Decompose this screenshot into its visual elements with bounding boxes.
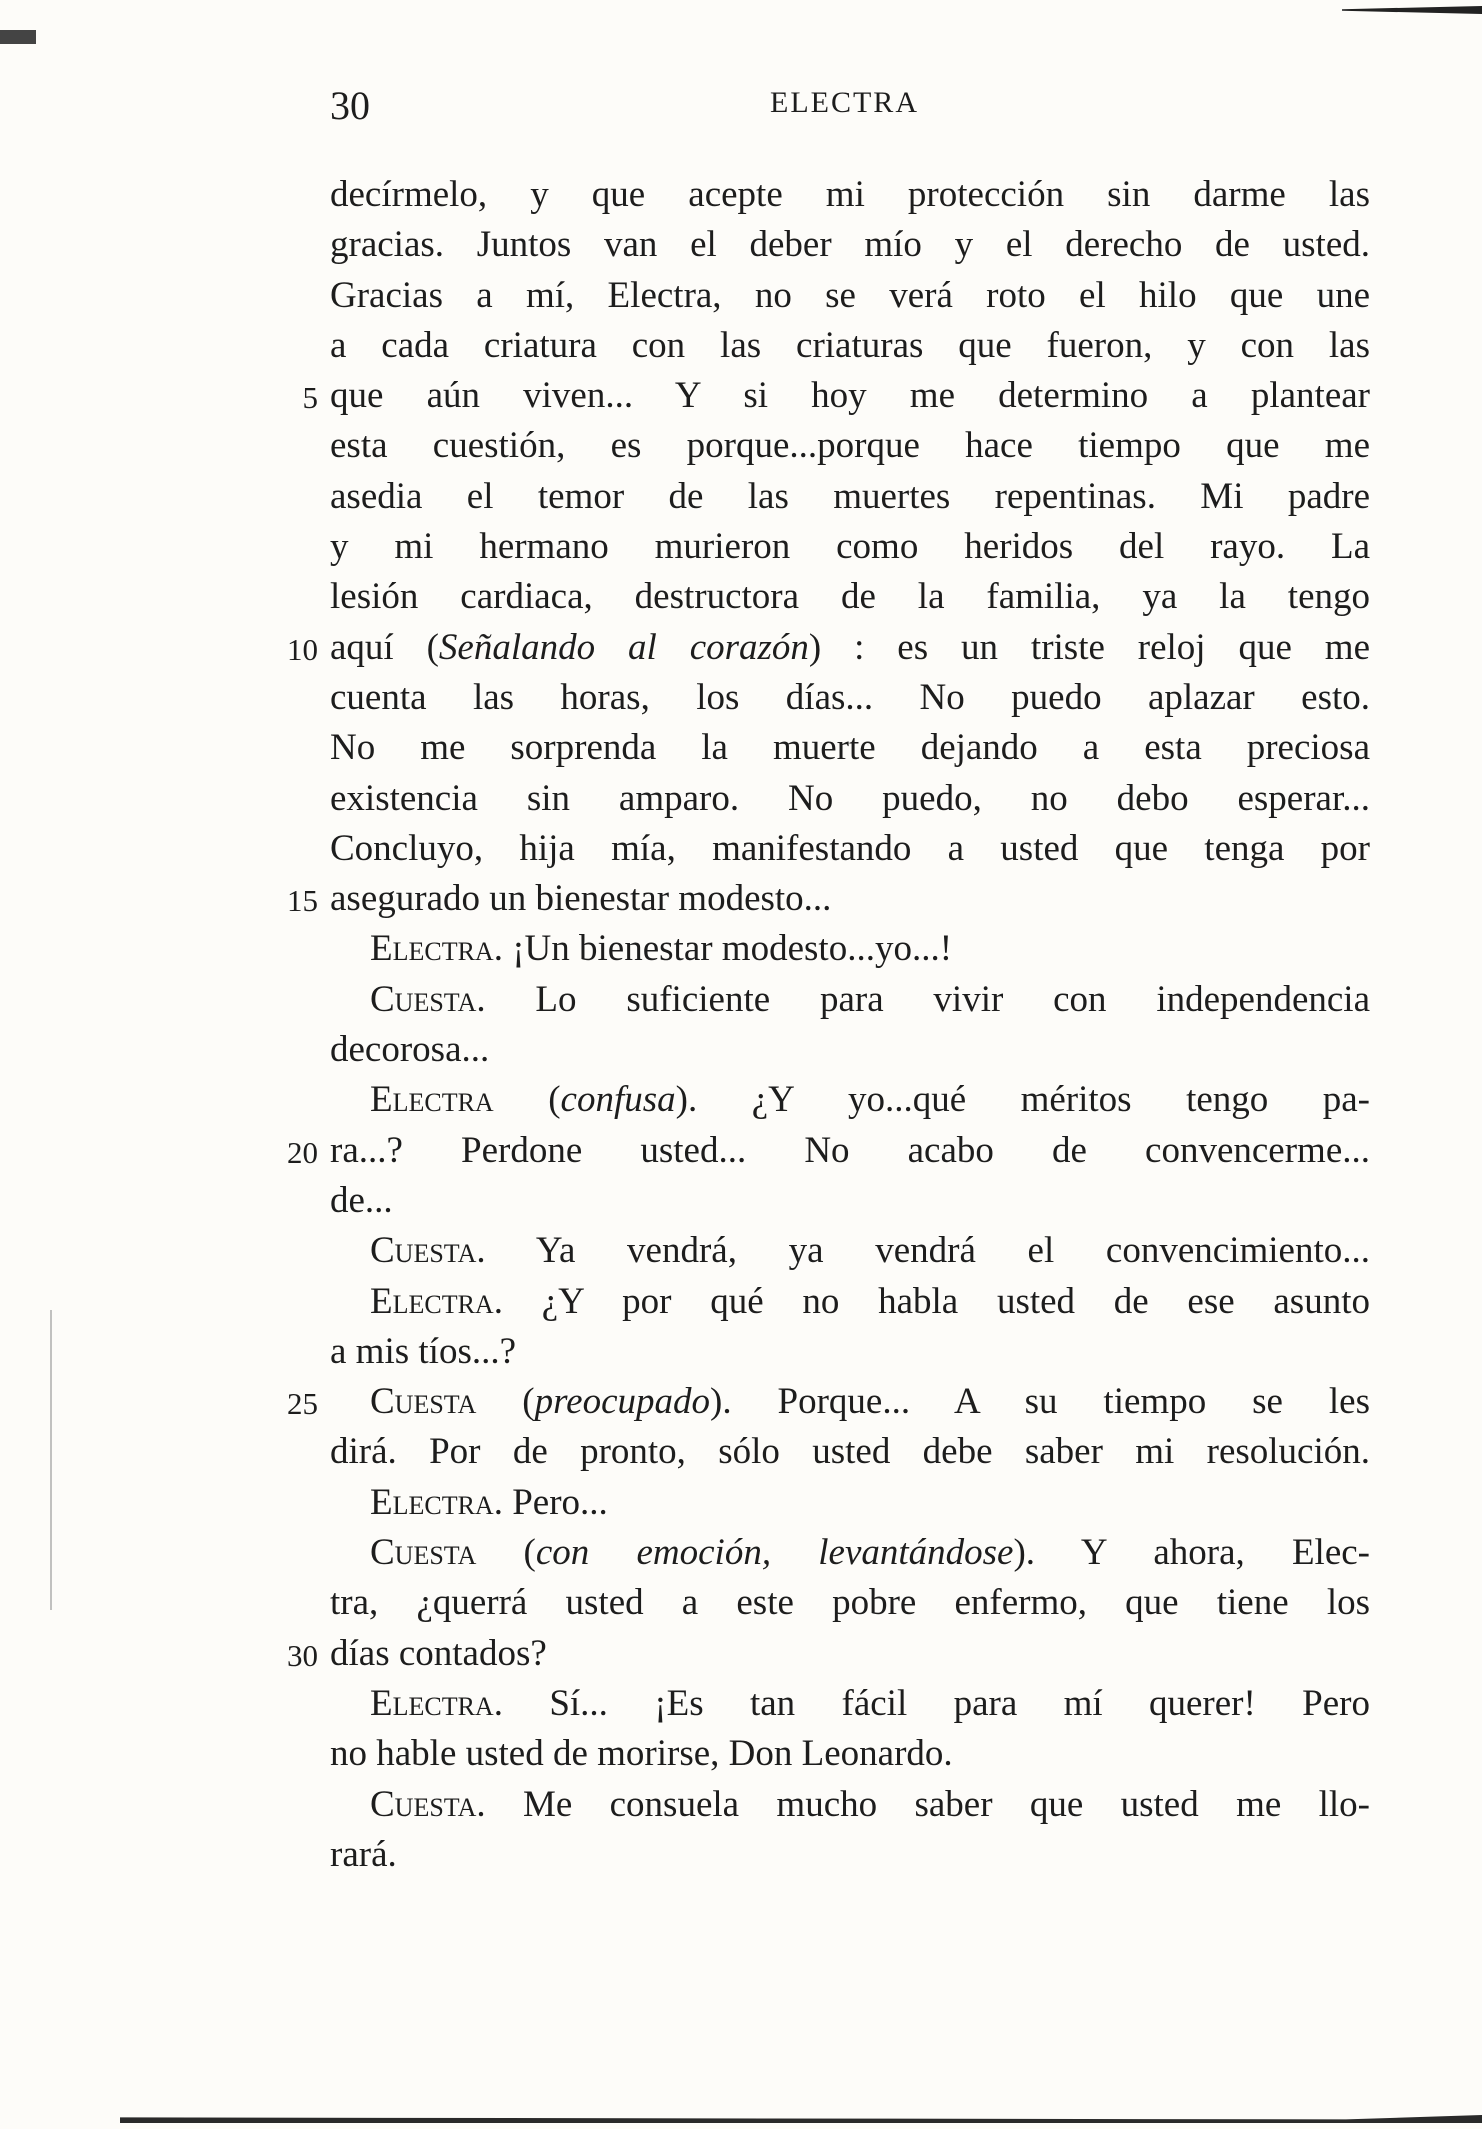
scan-artifact	[120, 2115, 1482, 2123]
page-number: 30	[330, 83, 370, 128]
stage-direction: Señalando al corazón	[438, 626, 809, 668]
scan-artifact	[1342, 6, 1482, 14]
line-text	[330, 522, 1370, 572]
text-line	[330, 1780, 1370, 1830]
speaker-name: Electra	[370, 1079, 494, 1121]
text-line	[330, 1478, 1370, 1528]
text-line	[330, 1226, 1370, 1276]
speaker-name: Cuesta.	[370, 1230, 486, 1272]
text-line	[330, 673, 1370, 723]
speaker-name: Electra.	[370, 928, 503, 970]
line-segment: dirá. Por de pronto, sólo usted debe saber mi resolución.	[330, 1431, 1370, 1473]
line-text	[330, 220, 1370, 270]
line-text	[330, 170, 1370, 220]
line-segment: rará.	[330, 1833, 397, 1875]
line-text	[330, 1629, 1370, 1679]
line-text	[330, 1729, 1370, 1779]
line-number: 5	[302, 380, 318, 416]
line-segment: ). Y ahora, Elec-	[1013, 1532, 1370, 1574]
text-line	[330, 1025, 1370, 1075]
line-text	[330, 321, 1370, 371]
line-text	[330, 1377, 1370, 1427]
line-text	[330, 1327, 1370, 1377]
text-line	[330, 572, 1370, 622]
line-text	[330, 371, 1370, 421]
text-line	[330, 1327, 1370, 1377]
line-segment: lesión cardiaca, destructora de la familia, ya la tengo	[330, 576, 1370, 618]
speaker-name: Electra.	[370, 1280, 503, 1322]
text-line	[330, 1830, 1370, 1880]
line-segment: No me sorprenda la muerte dejando a esta preciosa	[330, 727, 1370, 769]
line-number: 15	[287, 883, 318, 919]
line-segment: (	[476, 1532, 536, 1574]
line-text	[330, 1830, 1370, 1880]
line-segment: a mis tíos...?	[330, 1330, 517, 1372]
text-line	[330, 774, 1370, 824]
text-line	[330, 522, 1370, 572]
text-line	[287, 1629, 1370, 1679]
line-segment: Ya vendrá, ya vendrá el convencimiento...	[485, 1230, 1370, 1272]
line-text	[330, 271, 1370, 321]
line-segment: asegurado un bienestar modesto...	[330, 878, 832, 920]
line-segment: ¡Un bienestar modesto...yo...!	[502, 928, 953, 970]
line-text	[330, 774, 1370, 824]
line-segment: Me consuela mucho saber que usted me llo-	[485, 1783, 1370, 1825]
line-text	[330, 472, 1370, 522]
text-line	[330, 1578, 1370, 1628]
scan-artifact	[0, 30, 36, 44]
line-segment: días contados?	[330, 1632, 547, 1674]
text-line	[330, 1729, 1370, 1779]
speaker-name: Cuesta	[370, 1381, 477, 1423]
line-text	[330, 1427, 1370, 1477]
body-text	[287, 170, 1370, 1880]
text-line	[330, 924, 1370, 974]
text-line	[287, 1126, 1370, 1176]
speaker-name: Electra.	[370, 1481, 503, 1523]
line-segment: a cada criatura con las criaturas que fueron, y con las	[330, 324, 1370, 366]
line-text	[330, 1025, 1370, 1075]
line-text	[330, 1126, 1370, 1176]
line-text	[330, 1075, 1370, 1125]
line-segment: Gracias a mí, Electra, no se verá roto el hilo que une	[330, 274, 1370, 316]
line-text	[330, 623, 1370, 673]
text-line	[330, 723, 1370, 773]
line-segment: Concluyo, hija mía, manifestando a usted que tenga por	[330, 827, 1370, 869]
line-segment: asedia el temor de las muertes repentinas. Mi padre	[330, 475, 1370, 517]
line-number: 20	[287, 1134, 318, 1170]
stage-direction: con emoción, levantándose	[535, 1532, 1014, 1574]
text-line	[330, 1277, 1370, 1327]
line-segment: ¿Y por qué no habla usted de ese asunto	[502, 1280, 1370, 1322]
stage-direction: preocupado	[534, 1381, 711, 1423]
line-segment: y mi hermano murieron como heridos del rayo. La	[330, 526, 1370, 568]
line-segment: Sí... ¡Es tan fácil para mí querer! Pero	[502, 1682, 1370, 1724]
line-segment: tra, ¿querrá usted a este pobre enfermo, que tiene los	[330, 1582, 1370, 1624]
line-text	[330, 874, 1370, 924]
text-line	[330, 220, 1370, 270]
line-number: 30	[287, 1637, 318, 1673]
line-text	[330, 673, 1370, 723]
speaker-name: Cuesta	[370, 1532, 477, 1574]
line-segment: existencia sin amparo. No puedo, no debo esperar...	[330, 777, 1370, 819]
line-segment: Lo suficiente para vivir con independencia	[485, 978, 1370, 1020]
line-text	[330, 1780, 1370, 1830]
line-text	[330, 1226, 1370, 1276]
speaker-name: Cuesta.	[370, 1783, 486, 1825]
text-line	[330, 1176, 1370, 1226]
page-header	[330, 82, 1370, 132]
speaker-name: Electra.	[370, 1682, 503, 1724]
scan-artifact	[50, 1310, 82, 1610]
line-number: 25	[287, 1386, 318, 1422]
line-segment: ) : es un triste reloj que me	[808, 626, 1370, 668]
text-line	[330, 170, 1370, 220]
text-line	[287, 874, 1370, 924]
line-text	[330, 1679, 1370, 1729]
text-line	[302, 371, 1370, 421]
line-text	[330, 924, 1370, 974]
line-text	[330, 1528, 1370, 1578]
line-segment: que aún viven... Y si hoy me determino a plantear	[330, 375, 1370, 417]
text-line	[330, 1075, 1370, 1125]
line-segment: esta cuestión, es porque...porque hace tiempo que me	[330, 425, 1370, 467]
text-line	[287, 623, 1370, 673]
line-segment: decorosa...	[330, 1029, 490, 1071]
text-line	[330, 824, 1370, 874]
running-title: ELECTRA	[770, 86, 919, 119]
text-line	[287, 1377, 1370, 1427]
text-line	[330, 1528, 1370, 1578]
speaker-name: Cuesta.	[370, 978, 486, 1020]
text-line	[330, 421, 1370, 471]
text-line	[330, 271, 1370, 321]
line-segment: aquí (	[330, 626, 439, 668]
line-text	[330, 1176, 1370, 1226]
line-text	[330, 572, 1370, 622]
line-text	[330, 824, 1370, 874]
text-line	[330, 975, 1370, 1025]
line-segment: decírmelo, y que acepte mi protección sin darme las	[330, 174, 1370, 215]
text-line	[330, 321, 1370, 371]
line-segment: gracias. Juntos van el deber mío y el derecho de usted.	[330, 224, 1370, 266]
line-segment: de...	[330, 1179, 393, 1221]
text-line	[330, 472, 1370, 522]
line-segment: Pero...	[502, 1481, 608, 1523]
line-text	[330, 421, 1370, 471]
line-segment: ra...? Perdone usted... No acabo de convencerme...	[330, 1129, 1370, 1171]
line-text	[330, 975, 1370, 1025]
line-segment: (	[493, 1079, 561, 1121]
line-segment: ). Porque... A su tiempo se les	[710, 1381, 1370, 1423]
line-text	[330, 1277, 1370, 1327]
line-segment: ). ¿Y yo...qué méritos tengo pa-	[675, 1079, 1370, 1121]
stage-direction: confusa	[560, 1079, 676, 1121]
line-number: 10	[287, 631, 318, 667]
text-line	[330, 1679, 1370, 1729]
line-text	[330, 723, 1370, 773]
line-segment: (	[476, 1381, 535, 1423]
text-line	[330, 1427, 1370, 1477]
line-text	[330, 1578, 1370, 1628]
line-segment: cuenta las horas, los días... No puedo aplazar esto.	[330, 676, 1370, 718]
line-text	[330, 1478, 1370, 1528]
line-segment: no hable usted de morirse, Don Leonardo.	[330, 1733, 953, 1775]
